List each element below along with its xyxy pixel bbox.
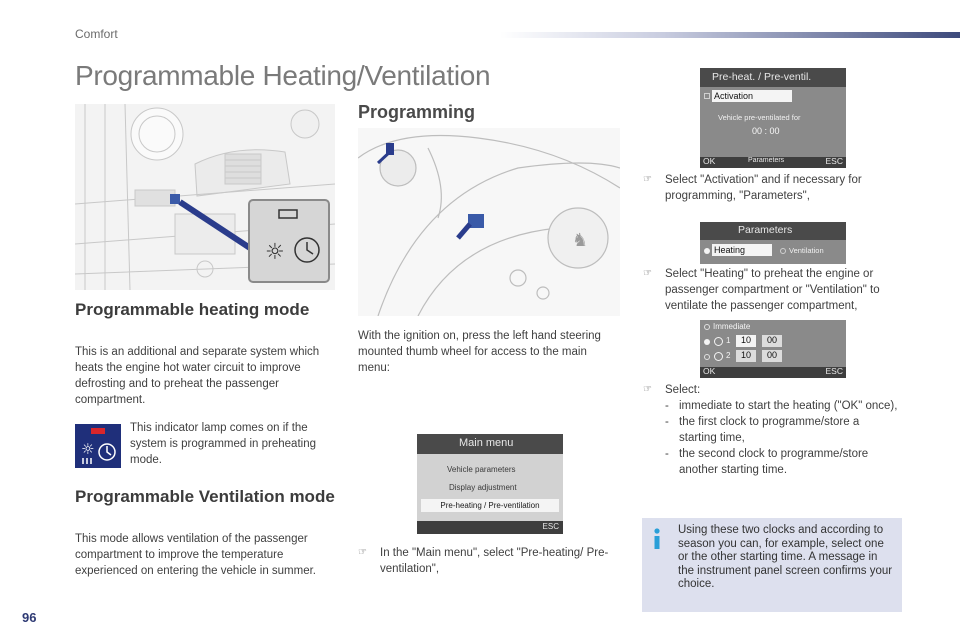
ventilation-option: Ventilation — [789, 246, 824, 255]
indicator-lamp-text: This indicator lamp comes on if the system is programmed in preheating mode. — [130, 422, 316, 466]
clock-2-icon — [714, 352, 723, 361]
main-menu-item-selected: Pre-heating / Pre-ventilation — [421, 499, 559, 512]
finger-bullet-icon: ☞ — [358, 547, 367, 558]
main-menu-item: Vehicle parameters — [447, 465, 516, 474]
list-item: - the first clock to programme/store a starting time, — [665, 414, 898, 446]
activation-selected: Activation — [712, 90, 792, 102]
ok-label: OK — [703, 156, 716, 166]
clock-1-icon — [714, 337, 723, 346]
timers-screen — [700, 320, 846, 378]
list-item: - immediate to start the heating ("OK" once), — [665, 398, 898, 414]
finger-bullet-icon: ☞ — [643, 174, 652, 185]
svg-text:♞: ♞ — [572, 230, 589, 251]
step-activation — [643, 172, 893, 204]
main-menu-item: Display adjustment — [449, 483, 517, 492]
main-menu-screen — [417, 434, 563, 534]
finger-bullet-icon: ☞ — [643, 384, 652, 395]
list-item: - the second clock to programme/store another starting time. — [665, 446, 898, 478]
step-heating-text: Select "Heating" to preheat the engine or passenger compartment or "Ventilation" to ventilate the passenger compartment, — [665, 268, 880, 312]
esc-label: ESC — [542, 522, 559, 531]
svg-text:☼: ☼ — [81, 440, 95, 458]
step-activation-text: Select "Activation" and if necessary for programming, "Parameters", — [665, 174, 862, 202]
section-label: Comfort — [75, 27, 118, 41]
parameters-screen-title: Parameters — [738, 224, 793, 236]
step-main-menu-text: In the "Main menu", select "Pre-heating/ Pre-ventilation", — [380, 547, 609, 575]
parameters-label: Parameters — [748, 157, 785, 164]
svg-text:☼: ☼ — [265, 240, 285, 265]
parameters-screen — [700, 222, 846, 264]
clock-2-number: 2 — [726, 351, 731, 360]
step-select-label: Select: — [665, 384, 701, 396]
clock-1-minute: 00 — [762, 335, 782, 347]
programming-heading: Programming — [358, 102, 476, 122]
ok-label: OK — [703, 366, 716, 376]
heating-option-selected: Heating — [712, 244, 772, 256]
preheat-screen-title: Pre-heat. / Pre-ventil. — [712, 71, 812, 83]
page-title: Programmable Heating/Ventilation — [75, 60, 491, 91]
info-text: Using these two clocks and according to season you can, for example, select one or the other starting time. A message in the instrument panel screen confirms your choice. — [678, 524, 893, 590]
preheat-screen — [700, 68, 846, 168]
preheat-message: Vehicle pre-ventilated for — [718, 113, 801, 122]
dashboard-illustration — [75, 104, 335, 290]
step-select — [643, 382, 898, 478]
header-gradient-bar — [500, 32, 960, 38]
clock-1-hour: 10 — [736, 335, 756, 347]
preheating-indicator-lamp-icon — [75, 424, 121, 468]
immediate-option: Immediate — [713, 322, 751, 331]
finger-bullet-icon: ☞ — [643, 268, 652, 279]
preheat-time: 00 : 00 — [752, 126, 780, 136]
ignition-instruction-text: With the ignition on, press the left hand steering mounted thumb wheel for access to the main menu: — [358, 330, 601, 374]
esc-label: ESC — [825, 366, 843, 376]
steering-wheel-illustration — [358, 128, 620, 316]
info-icon — [650, 528, 664, 550]
heating-mode-text: This is an additional and separate system which heats the engine hot water circuit to improve defrosting and to preheat the passenger compartment. — [75, 346, 320, 406]
clock-2-hour: 10 — [736, 350, 756, 362]
heating-mode-heading: Programmable heating mode — [75, 300, 310, 319]
esc-label: ESC — [825, 156, 843, 166]
select-options-list — [665, 398, 898, 478]
step-main-menu — [358, 545, 613, 577]
clock-2-minute: 00 — [762, 350, 782, 362]
ventilation-mode-heading: Programmable Ventilation mode — [75, 487, 335, 506]
clock-1-number: 1 — [726, 336, 731, 345]
page-number: 96 — [22, 610, 37, 625]
step-heating — [643, 266, 898, 314]
main-menu-title: Main menu — [459, 437, 514, 449]
ventilation-mode-text: This mode allows ventilation of the passenger compartment to improve the temperature experienced on entering the vehicle in summer. — [75, 533, 317, 577]
